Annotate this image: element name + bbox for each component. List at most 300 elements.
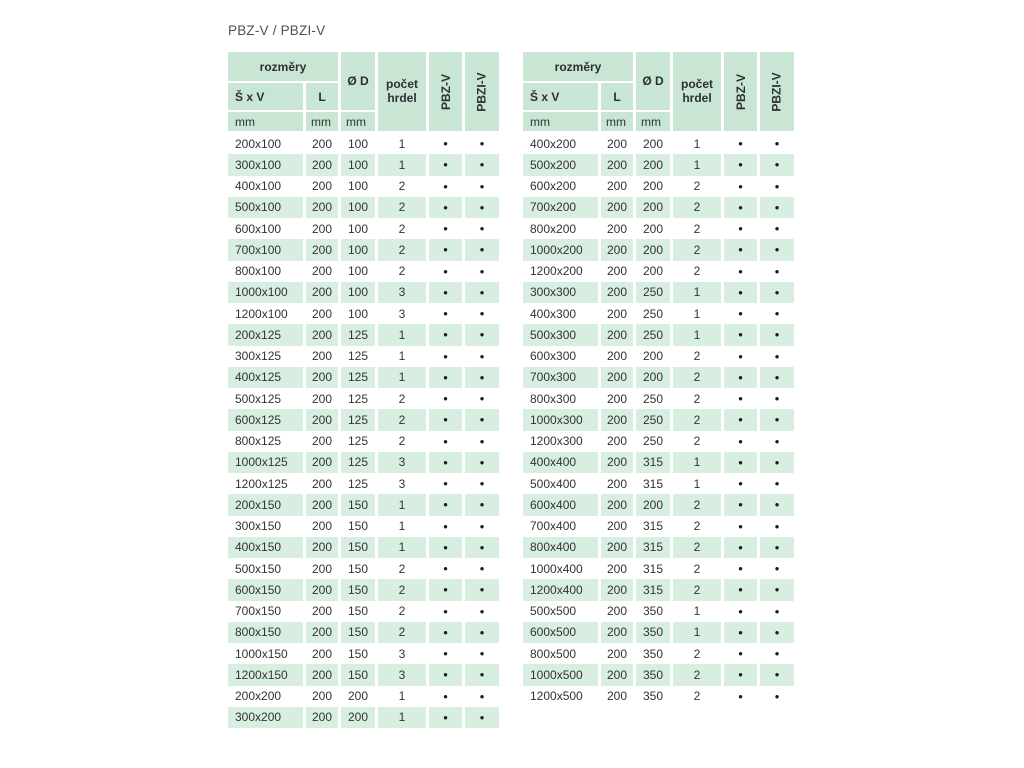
cell-length: 200 — [311, 306, 333, 321]
table-row — [523, 346, 794, 367]
pbziv-dot: • — [760, 664, 794, 685]
cell-dimensions: 800x200 — [530, 221, 577, 236]
cell-length: 200 — [606, 604, 628, 619]
cell-diameter: 125 — [347, 391, 369, 406]
cell-socket-count: 2 — [398, 264, 406, 279]
cell-socket-count: 2 — [378, 409, 426, 430]
table-row — [523, 686, 794, 707]
cell-length: 200 — [606, 264, 628, 279]
table-row — [228, 282, 499, 303]
cell-diameter: 200 — [636, 154, 670, 175]
cell-dimensions: 1000x300 — [523, 409, 598, 430]
table-row — [523, 494, 794, 515]
cell-dimensions: 700x100 — [228, 239, 303, 260]
pbziv-dot: • — [465, 367, 499, 388]
table-row — [228, 579, 499, 600]
pbziv-dot: • — [479, 518, 485, 534]
pbziv-dot: • — [479, 391, 485, 407]
pbziv-dot: • — [774, 476, 780, 492]
cell-diameter: 250 — [636, 282, 670, 303]
pbzv-dot: • — [429, 324, 462, 345]
cell-diameter: 150 — [341, 622, 375, 643]
table-row — [228, 558, 499, 579]
table-header — [523, 52, 794, 131]
pbzv-dot: • — [429, 537, 462, 558]
cell-dimensions: 800x125 — [235, 434, 282, 449]
pbziv-dot: • — [760, 494, 794, 515]
cell-diameter: 125 — [341, 324, 375, 345]
table-row — [228, 664, 499, 685]
cell-dimensions: 1000x200 — [523, 239, 598, 260]
pbziv-dot: • — [479, 561, 485, 577]
cell-length: 200 — [311, 646, 333, 661]
pbziv-dot: • — [479, 263, 485, 279]
pbziv-dot: • — [465, 282, 499, 303]
cell-length: 200 — [606, 221, 628, 236]
table-row — [523, 579, 794, 600]
cell-diameter: 125 — [341, 409, 375, 430]
pbzv-dot: • — [738, 136, 743, 152]
cell-diameter: 350 — [642, 646, 664, 661]
header-diameter: Ø D — [636, 52, 670, 110]
cell-diameter: 250 — [636, 409, 670, 430]
cell-socket-count: 3 — [398, 306, 406, 321]
cell-dimensions: 500x500 — [530, 604, 577, 619]
cell-socket-count: 2 — [673, 579, 721, 600]
header-pbziv — [760, 52, 794, 131]
cell-diameter: 200 — [341, 707, 375, 728]
cell-socket-count: 2 — [378, 239, 426, 260]
cell-length: 200 — [606, 561, 628, 576]
header-diameter: Ø D — [341, 52, 375, 110]
cell-dimensions: 400x200 — [530, 136, 577, 151]
table-row — [228, 218, 499, 239]
cell-socket-count: 3 — [398, 646, 406, 661]
cell-socket-count: 2 — [693, 349, 701, 364]
cell-diameter: 350 — [642, 604, 664, 619]
cell-length: 200 — [606, 179, 628, 194]
cell-diameter: 100 — [347, 179, 369, 194]
cell-length: 200 — [606, 689, 628, 704]
header-pbzv-label: PBZ-V — [438, 73, 453, 110]
cell-dimensions: 800x500 — [530, 646, 577, 661]
table-row — [523, 261, 794, 282]
cell-dimensions: 1200x300 — [530, 434, 583, 449]
cell-length: 200 — [601, 452, 633, 473]
cell-socket-count: 2 — [398, 391, 406, 406]
table-row — [228, 367, 499, 388]
cell-diameter: 125 — [341, 367, 375, 388]
cell-socket-count: 1 — [693, 476, 701, 491]
cell-diameter: 150 — [341, 537, 375, 558]
pbzv-dot: • — [724, 197, 757, 218]
cell-socket-count: 2 — [378, 197, 426, 218]
cell-length: 200 — [606, 476, 628, 491]
cell-diameter: 315 — [642, 476, 664, 491]
cell-length: 200 — [601, 537, 633, 558]
pbziv-dot: • — [760, 409, 794, 430]
pbzv-dot: • — [443, 603, 448, 619]
pbziv-dot: • — [465, 154, 499, 175]
table-row — [523, 409, 794, 430]
table-row — [523, 622, 794, 643]
cell-dimensions: 800x400 — [523, 537, 598, 558]
cell-socket-count: 2 — [693, 561, 701, 576]
cell-dimensions: 1000x400 — [530, 561, 583, 576]
header-socket-count-line1: počet — [385, 76, 418, 91]
cell-dimensions: 600x500 — [523, 622, 598, 643]
header-pbziv-label: PBZI-V — [770, 71, 784, 112]
cell-diameter: 200 — [642, 136, 664, 151]
cell-length: 200 — [311, 391, 333, 406]
cell-dimensions: 600x200 — [530, 179, 577, 194]
cell-socket-count: 2 — [673, 494, 721, 515]
cell-length: 200 — [306, 494, 338, 515]
pbziv-dot: • — [774, 391, 780, 407]
cell-length: 200 — [311, 349, 333, 364]
pbzv-dot: • — [738, 603, 743, 619]
pbzv-dot: • — [443, 221, 448, 237]
cell-diameter: 100 — [347, 221, 369, 236]
pbzv-dot: • — [429, 239, 462, 260]
cell-socket-count: 1 — [693, 306, 701, 321]
cell-length: 200 — [306, 409, 338, 430]
cell-socket-count: 3 — [378, 664, 426, 685]
pbzv-dot: • — [443, 136, 448, 152]
table-row — [523, 154, 794, 175]
cell-length: 200 — [601, 622, 633, 643]
cell-diameter: 150 — [341, 664, 375, 685]
pbziv-dot: • — [465, 409, 499, 430]
cell-socket-count: 2 — [398, 561, 406, 576]
pbzv-dot: • — [429, 409, 462, 430]
cell-dimensions: 1000x500 — [523, 664, 598, 685]
pbzv-dot: • — [429, 707, 462, 728]
cell-socket-count: 1 — [398, 349, 406, 364]
table-row — [523, 643, 794, 664]
pbziv-dot: • — [479, 178, 485, 194]
pbzv-dot: • — [443, 433, 448, 449]
table-row — [523, 133, 794, 154]
table-row — [228, 643, 499, 664]
cell-socket-count: 2 — [693, 689, 701, 704]
pbzv-dot: • — [724, 664, 757, 685]
cell-dimensions: 300x125 — [235, 349, 282, 364]
pbzv-dot: • — [443, 476, 448, 492]
pbziv-dot: • — [774, 518, 780, 534]
table-row — [523, 367, 794, 388]
cell-socket-count: 2 — [398, 604, 406, 619]
pbzv-dot: • — [724, 622, 757, 643]
cell-length: 200 — [606, 391, 628, 406]
table-row — [228, 431, 499, 452]
cell-socket-count: 1 — [378, 154, 426, 175]
cell-dimensions: 300x150 — [235, 519, 282, 534]
cell-diameter: 150 — [347, 519, 369, 534]
table-row — [523, 558, 794, 579]
cell-dimensions: 1000x150 — [235, 646, 288, 661]
pbziv-dot: • — [774, 688, 780, 704]
pbzv-dot: • — [738, 688, 743, 704]
cell-dimensions: 300x300 — [523, 282, 598, 303]
cell-socket-count: 2 — [673, 409, 721, 430]
cell-length: 200 — [606, 519, 628, 534]
cell-diameter: 200 — [636, 367, 670, 388]
cell-socket-count: 2 — [398, 179, 406, 194]
cell-length: 200 — [601, 409, 633, 430]
cell-socket-count: 1 — [378, 367, 426, 388]
cell-length: 200 — [306, 664, 338, 685]
cell-dimensions: 400x400 — [523, 452, 598, 473]
spec-table-left — [228, 52, 499, 728]
pbzv-dot: • — [429, 622, 462, 643]
pbzv-dot: • — [738, 476, 743, 492]
pbzv-dot: • — [738, 263, 743, 279]
table-row — [523, 601, 794, 622]
pbzv-dot: • — [429, 367, 462, 388]
pbziv-dot: • — [479, 688, 485, 704]
cell-socket-count: 1 — [673, 282, 721, 303]
pbziv-dot: • — [760, 154, 794, 175]
unit-mm: mm — [523, 112, 598, 131]
cell-diameter: 200 — [642, 179, 664, 194]
header-rozmery: rozměry — [228, 52, 338, 81]
cell-length: 200 — [606, 434, 628, 449]
pbziv-dot: • — [774, 646, 780, 662]
cell-length: 200 — [311, 221, 333, 236]
pbzv-dot: • — [429, 452, 462, 473]
pbzv-dot: • — [738, 178, 743, 194]
page-title: PBZ-V / PBZI-V — [228, 23, 326, 38]
pbzv-dot: • — [429, 664, 462, 685]
table-row — [523, 303, 794, 324]
table-row — [523, 282, 794, 303]
cell-diameter: 200 — [347, 689, 369, 704]
table-row — [523, 239, 794, 260]
cell-length: 200 — [601, 664, 633, 685]
cell-socket-count: 1 — [378, 494, 426, 515]
table-row — [228, 601, 499, 622]
unit-mm: mm — [636, 112, 670, 131]
header-socket-count-line2: hrdel — [387, 90, 417, 105]
cell-diameter: 125 — [341, 452, 375, 473]
cell-diameter: 200 — [642, 349, 664, 364]
table-row — [228, 154, 499, 175]
cell-dimensions: 500x100 — [228, 197, 303, 218]
cell-diameter: 125 — [347, 349, 369, 364]
cell-dimensions: 1200x150 — [228, 664, 303, 685]
spec-table-right — [523, 52, 794, 707]
pbziv-dot: • — [479, 433, 485, 449]
cell-length: 200 — [311, 434, 333, 449]
pbziv-dot: • — [465, 494, 499, 515]
cell-diameter: 315 — [636, 537, 670, 558]
cell-dimensions: 600x150 — [228, 579, 303, 600]
cell-diameter: 150 — [347, 561, 369, 576]
cell-dimensions: 1200x500 — [530, 689, 583, 704]
cell-length: 200 — [601, 579, 633, 600]
cell-length: 200 — [606, 136, 628, 151]
cell-socket-count: 1 — [398, 136, 406, 151]
table-body — [523, 133, 794, 707]
cell-dimensions: 600x100 — [235, 221, 282, 236]
cell-socket-count: 2 — [378, 622, 426, 643]
cell-dimensions: 400x150 — [228, 537, 303, 558]
cell-dimensions: 500x200 — [523, 154, 598, 175]
cell-length: 200 — [601, 282, 633, 303]
table-row — [228, 133, 499, 154]
cell-length: 200 — [306, 452, 338, 473]
cell-dimensions: 700x200 — [523, 197, 598, 218]
cell-dimensions: 200x150 — [228, 494, 303, 515]
pbziv-dot: • — [465, 664, 499, 685]
unit-mm: mm — [228, 112, 303, 131]
cell-diameter: 100 — [341, 197, 375, 218]
pbziv-dot: • — [479, 646, 485, 662]
cell-socket-count: 2 — [398, 221, 406, 236]
table-row — [523, 516, 794, 537]
cell-length: 200 — [306, 707, 338, 728]
pbzv-dot: • — [738, 391, 743, 407]
pbzv-dot: • — [724, 579, 757, 600]
cell-socket-count: 3 — [398, 476, 406, 491]
cell-dimensions: 1200x125 — [235, 476, 288, 491]
header-pbzv — [429, 52, 462, 131]
cell-length: 200 — [606, 306, 628, 321]
pbzv-dot: • — [724, 324, 757, 345]
cell-diameter: 200 — [636, 197, 670, 218]
table-row — [228, 516, 499, 537]
pbziv-dot: • — [760, 282, 794, 303]
cell-length: 200 — [606, 349, 628, 364]
header-pbzv-label: PBZ-V — [733, 73, 748, 110]
table-row — [228, 452, 499, 473]
pbziv-dot: • — [465, 622, 499, 643]
cell-socket-count: 1 — [693, 136, 701, 151]
table-row — [523, 537, 794, 558]
cell-dimensions: 1200x400 — [523, 579, 598, 600]
table-row — [228, 494, 499, 515]
table-header — [228, 52, 499, 131]
pbzv-dot: • — [429, 197, 462, 218]
header-rozmery: rozměry — [523, 52, 633, 81]
pbzv-dot: • — [443, 561, 448, 577]
cell-socket-count: 1 — [673, 452, 721, 473]
cell-length: 200 — [306, 622, 338, 643]
table-row — [228, 197, 499, 218]
header-socket-count-line2: hrdel — [682, 90, 712, 105]
pbzv-dot: • — [724, 452, 757, 473]
cell-dimensions: 500x150 — [235, 561, 282, 576]
cell-dimensions: 1000x100 — [228, 282, 303, 303]
table-row — [523, 197, 794, 218]
cell-socket-count: 1 — [673, 622, 721, 643]
cell-length: 200 — [306, 154, 338, 175]
pbzv-dot: • — [738, 518, 743, 534]
pbzv-dot: • — [443, 646, 448, 662]
cell-length: 200 — [601, 197, 633, 218]
table-row — [228, 388, 499, 409]
pbziv-dot: • — [760, 239, 794, 260]
cell-length: 200 — [306, 239, 338, 260]
cell-length: 200 — [306, 579, 338, 600]
pbzv-dot: • — [738, 433, 743, 449]
cell-socket-count: 2 — [693, 179, 701, 194]
table-row — [228, 409, 499, 430]
cell-diameter: 100 — [341, 282, 375, 303]
pbziv-dot: • — [465, 239, 499, 260]
pbziv-dot: • — [465, 537, 499, 558]
pbziv-dot: • — [760, 622, 794, 643]
pbziv-dot: • — [465, 707, 499, 728]
table-row — [523, 452, 794, 473]
pbziv-dot: • — [774, 348, 780, 364]
cell-socket-count: 2 — [673, 239, 721, 260]
table-row — [228, 707, 499, 728]
pbziv-dot: • — [479, 136, 485, 152]
cell-diameter: 350 — [636, 664, 670, 685]
cell-dimensions: 700x400 — [530, 519, 577, 534]
cell-dimensions: 500x125 — [235, 391, 282, 406]
pbzv-dot: • — [738, 646, 743, 662]
cell-diameter: 200 — [636, 494, 670, 515]
pbziv-dot: • — [760, 324, 794, 345]
header-socket-count — [673, 52, 721, 131]
cell-diameter: 250 — [642, 434, 664, 449]
pbziv-dot: • — [465, 197, 499, 218]
header-length: L — [306, 83, 338, 110]
pbzv-dot: • — [443, 178, 448, 194]
pbziv-dot: • — [774, 136, 780, 152]
cell-diameter: 100 — [347, 306, 369, 321]
pbzv-dot: • — [724, 239, 757, 260]
cell-diameter: 100 — [347, 136, 369, 151]
pbzv-dot: • — [738, 221, 743, 237]
pbziv-dot: • — [479, 306, 485, 322]
table-row — [228, 346, 499, 367]
cell-length: 200 — [306, 324, 338, 345]
pbziv-dot: • — [774, 603, 780, 619]
cell-socket-count: 1 — [378, 707, 426, 728]
cell-socket-count: 2 — [673, 537, 721, 558]
pbzv-dot: • — [429, 154, 462, 175]
cell-diameter: 100 — [341, 239, 375, 260]
table-row — [228, 261, 499, 282]
table-row — [523, 218, 794, 239]
cell-diameter: 315 — [642, 561, 664, 576]
pbzv-dot: • — [738, 306, 743, 322]
cell-socket-count: 2 — [398, 434, 406, 449]
cell-diameter: 200 — [642, 264, 664, 279]
cell-dimensions: 300x100 — [228, 154, 303, 175]
cell-socket-count: 1 — [378, 324, 426, 345]
header-pbzv — [724, 52, 757, 131]
cell-length: 200 — [306, 537, 338, 558]
cell-length: 200 — [306, 197, 338, 218]
pbzv-dot: • — [724, 494, 757, 515]
cell-length: 200 — [311, 179, 333, 194]
pbziv-dot: • — [760, 197, 794, 218]
cell-socket-count: 3 — [378, 452, 426, 473]
cell-dimensions: 700x300 — [523, 367, 598, 388]
cell-dimensions: 800x300 — [530, 391, 577, 406]
cell-dimensions: 500x400 — [530, 476, 577, 491]
cell-socket-count: 1 — [693, 604, 701, 619]
cell-socket-count: 1 — [378, 537, 426, 558]
pbziv-dot: • — [760, 537, 794, 558]
pbziv-dot: • — [774, 221, 780, 237]
cell-socket-count: 1 — [673, 154, 721, 175]
